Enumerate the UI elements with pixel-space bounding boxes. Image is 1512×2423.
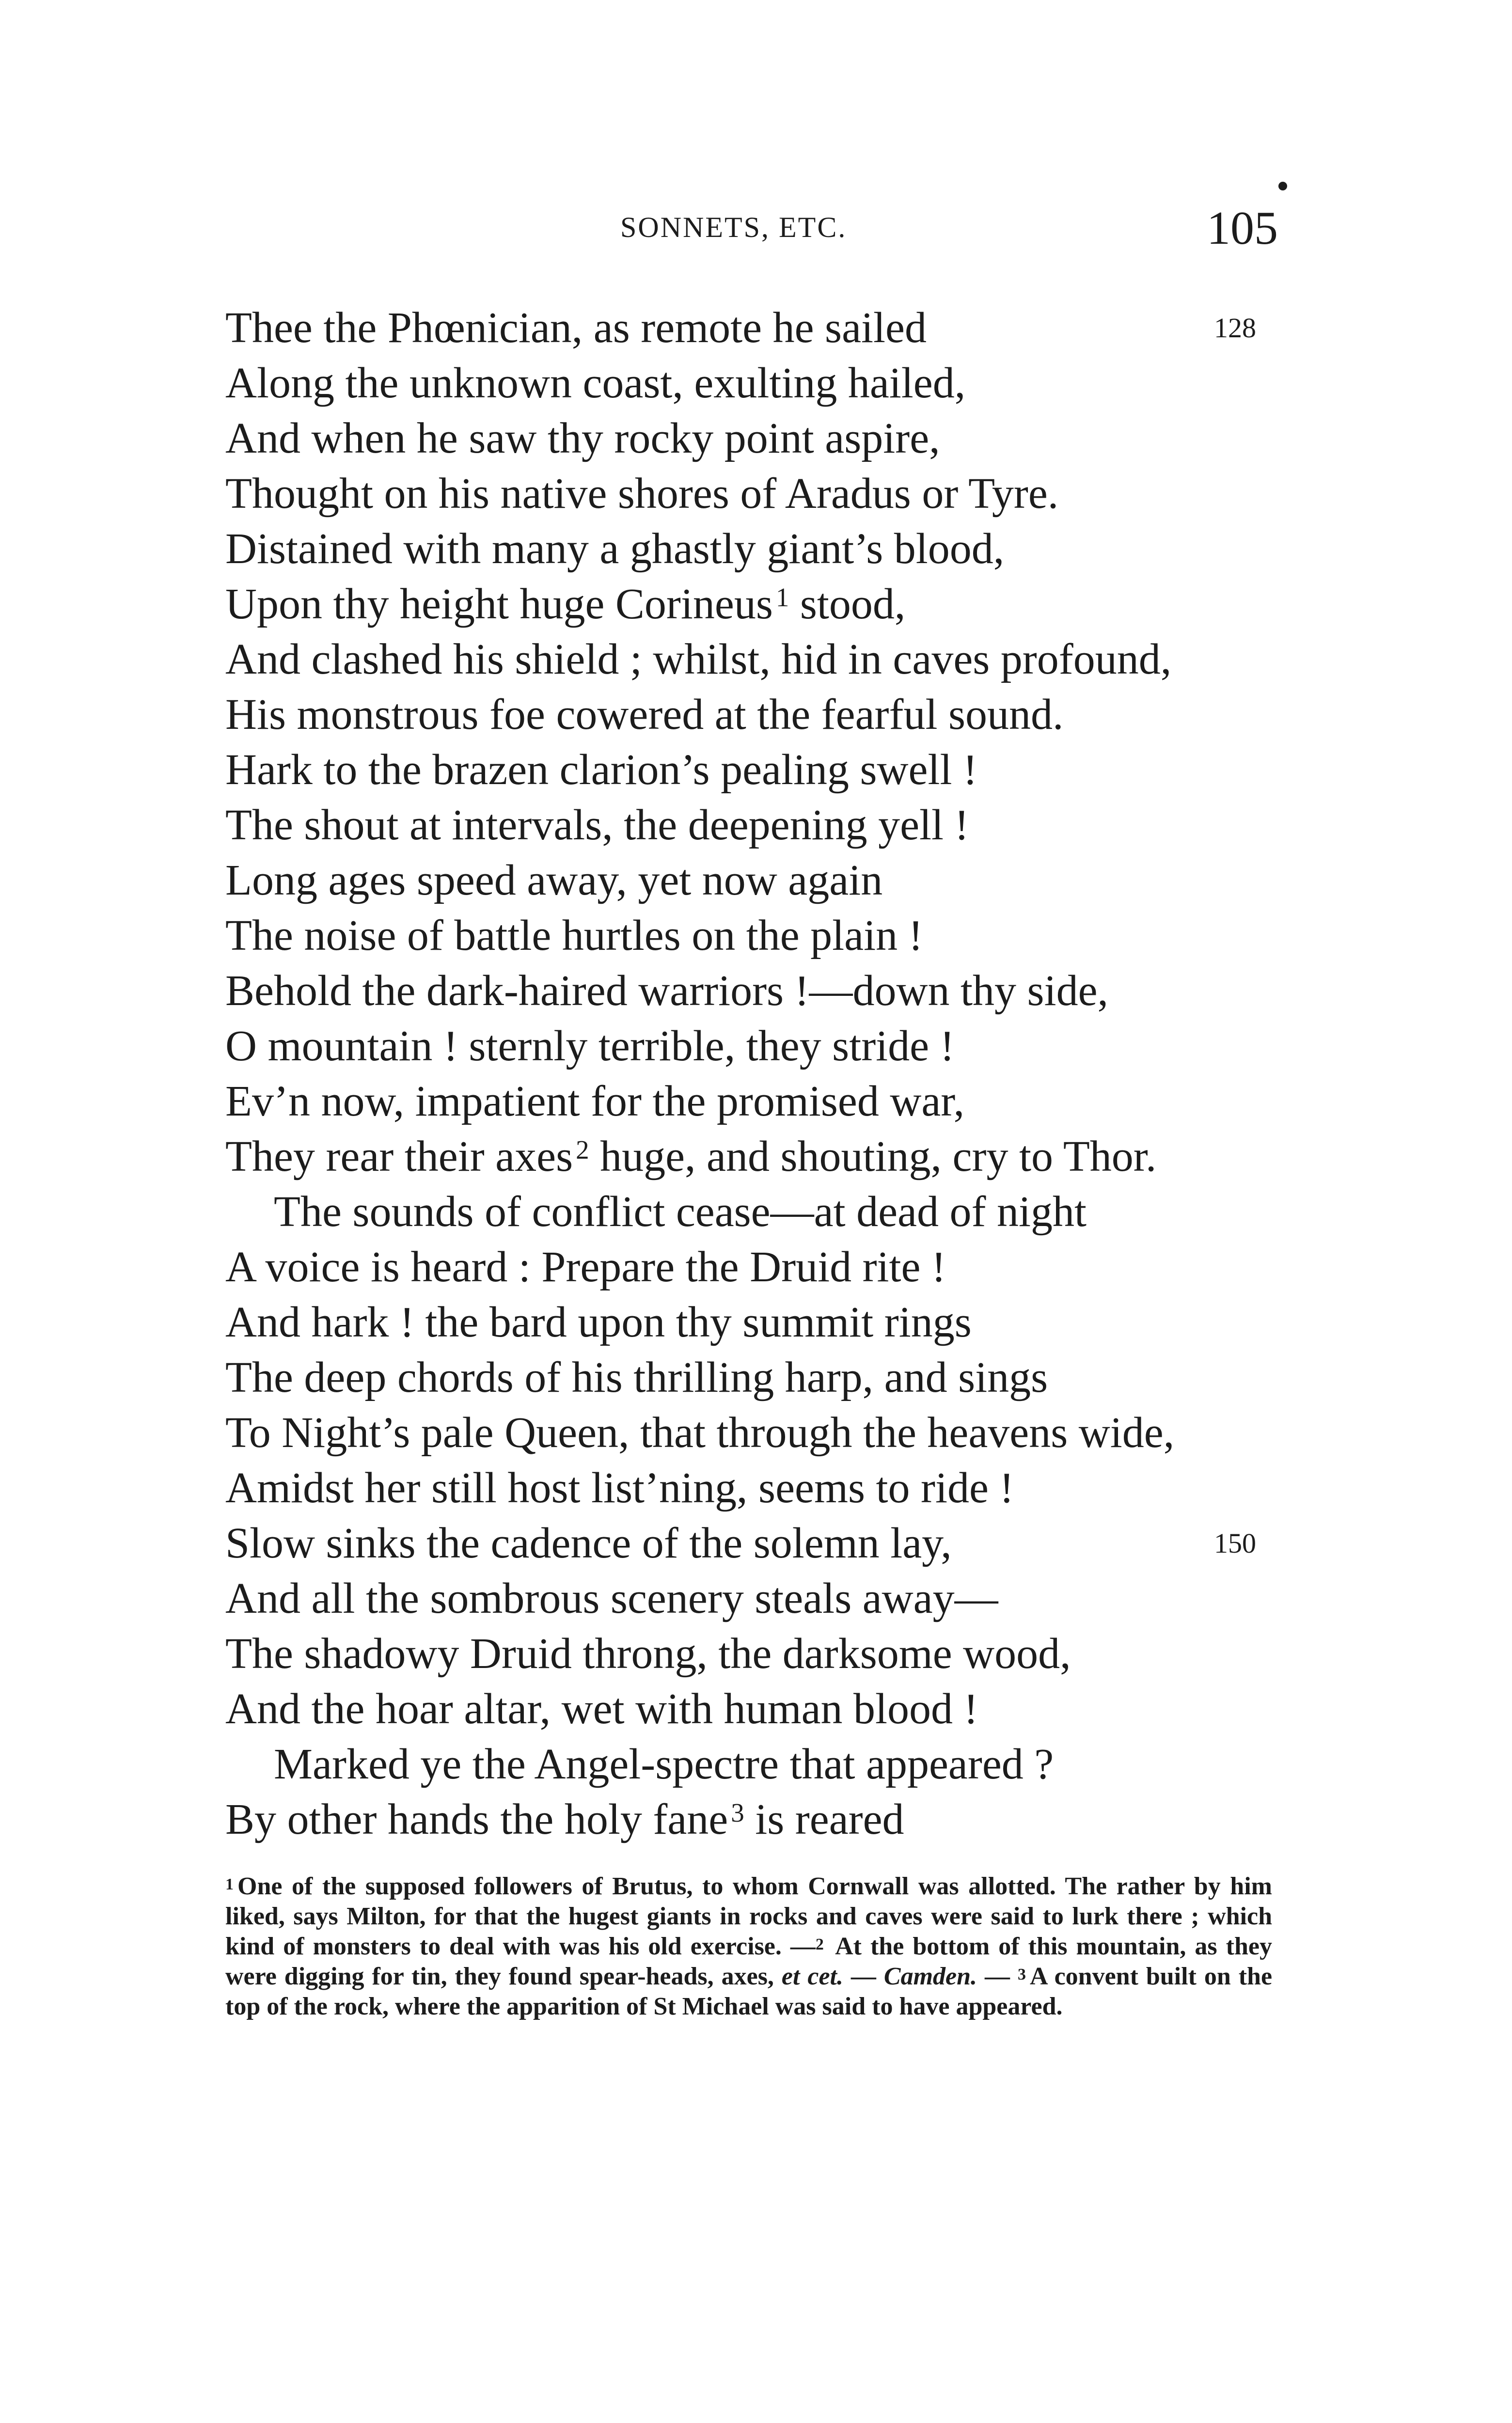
line-text: Thee the Phœnician, as remote he sailed <box>225 304 927 352</box>
line-text: Long ages speed away, yet now again <box>225 856 883 904</box>
line-text: They rear their axes <box>225 1133 573 1180</box>
line-text: His monstrous foe cowered at the fearful sound. <box>225 691 1064 739</box>
line-text: The noise of battle hurtles on the plain ! <box>225 912 923 960</box>
poem-line <box>225 963 1311 1019</box>
running-head: SONNETS, ETC. <box>620 211 847 243</box>
line-text: The shadowy Druid throng, the darksome wood, <box>225 1630 1071 1678</box>
line-text: Amidst her still host list’ning, seems to ride ! <box>225 1464 1014 1512</box>
line-text: A voice is heard : Prepare the Druid rite ! <box>225 1243 946 1291</box>
poem-line <box>225 687 1311 742</box>
line-text-continued: stood, <box>789 580 906 628</box>
line-text: The sounds of conflict cease—at dead of night <box>274 1188 1087 1236</box>
poem-text <box>225 300 1311 1847</box>
poem-line <box>225 1461 1311 1516</box>
poem-line <box>225 1682 1311 1737</box>
poem-line <box>225 1129 1311 1184</box>
line-text: Along the unknown coast, exulting hailed, <box>225 359 966 407</box>
line-text: The shout at intervals, the deepening yell ! <box>225 801 969 849</box>
footnote-marker: 3 <box>1017 1966 1026 1983</box>
footnote-2-text: At the bottom of this mountain, as they were digging for tin, they found spear-heads, axes, <box>225 1933 1272 1990</box>
footnote-block <box>225 1872 1272 2022</box>
page-number: 105 <box>1207 202 1278 254</box>
poem-line <box>225 798 1311 853</box>
poem-line <box>225 1295 1311 1350</box>
poem-line <box>225 1516 1311 1571</box>
line-text: O mountain ! sternly terrible, they stride ! <box>225 1022 955 1070</box>
poem-line <box>225 356 1311 411</box>
footnote-ref: 3 <box>731 1798 744 1827</box>
poem-line <box>225 521 1311 577</box>
line-text: The deep chords of his thrilling harp, and sings <box>225 1353 1048 1401</box>
poem-line <box>225 1405 1311 1461</box>
footnotes <box>225 1872 1272 2022</box>
line-text: And hark ! the bard upon thy summit rings <box>225 1298 972 1346</box>
poem-line <box>225 1350 1311 1405</box>
poem-line <box>225 411 1311 466</box>
poem-line <box>225 853 1311 908</box>
ink-dot <box>1278 182 1287 190</box>
poem-line <box>225 1240 1311 1295</box>
footnote-marker: 2 <box>815 1935 824 1953</box>
line-text: Thought on his native shores of Aradus or Tyre. <box>225 470 1059 518</box>
footnote-3-text: A convent built on the top of the rock, where the apparition of St Michael was said to have appeared. <box>225 1963 1273 2020</box>
poem-line <box>225 577 1311 632</box>
poem-line <box>225 1737 1311 1792</box>
line-text: And clashed his shield ; whilst, hid in caves profound, <box>225 635 1172 683</box>
line-text: And when he saw thy rocky point aspire, <box>225 414 940 462</box>
line-text: By other hands the holy fane <box>225 1795 728 1843</box>
line-text: To Night’s pale Queen, that through the heavens wide, <box>225 1409 1175 1457</box>
line-number: 128 <box>1214 312 1256 344</box>
poem-line <box>225 742 1311 798</box>
line-text: Slow sinks the cadence of the solemn lay, <box>225 1519 952 1567</box>
footnote-1-text: One of the supposed followers of Brutus, to whom Cornwall was allotted. The rather by him liked, says Milton, for that the hugest giants in rocks and caves were said to lurk there ; which kind of monsters to deal with was his old exercise. — <box>225 1872 1272 1960</box>
footnote-dash: — <box>843 1963 884 1990</box>
footnote-ref: 2 <box>576 1135 589 1164</box>
line-number: 150 <box>1214 1527 1256 1559</box>
line-text-continued: huge, and shouting, cry to Thor. <box>589 1133 1157 1180</box>
poem-line <box>225 1571 1311 1626</box>
line-text: Upon thy height huge Corineus <box>225 580 773 628</box>
poem-line <box>225 466 1311 521</box>
line-text: Hark to the brazen clarion’s pealing swell ! <box>225 746 977 794</box>
poem-line <box>225 1074 1311 1129</box>
poem-line <box>225 1792 1311 1847</box>
line-text: Ev’n now, impatient for the promised war, <box>225 1077 965 1125</box>
poem-line <box>225 632 1311 687</box>
footnote-marker: 1 <box>225 1875 234 1893</box>
footnote-ref: 1 <box>775 582 789 612</box>
poem-line <box>225 1184 1311 1240</box>
poem-line <box>225 908 1311 963</box>
line-text: Marked ye the Angel-spectre that appeared ? <box>274 1740 1054 1788</box>
line-text-continued: is reared <box>744 1795 904 1843</box>
poem-line <box>225 1626 1311 1682</box>
line-text: Behold the dark-haired warriors !—down thy side, <box>225 967 1109 1015</box>
footnote-2-source: Camden. <box>883 1963 977 1990</box>
footnote-dash: — <box>977 1963 1010 1990</box>
poem-line <box>225 1019 1311 1074</box>
line-text: Distained with many a ghastly giant’s blood, <box>225 525 1005 573</box>
line-text: And all the sombrous scenery steals away— <box>225 1574 998 1622</box>
footnote-2-etcet: et cet. <box>781 1963 843 1990</box>
line-text: And the hoar altar, wet with human blood ! <box>225 1685 978 1733</box>
poem-line <box>225 300 1311 356</box>
